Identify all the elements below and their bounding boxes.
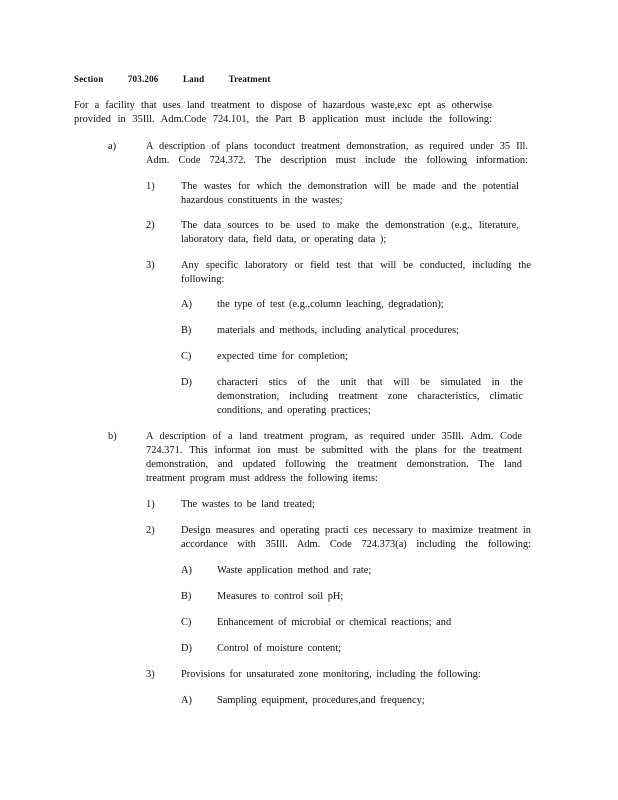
item-a3B-text: materials and methods, including analytical procedures; — [217, 325, 459, 336]
item-b2D-label: D) — [181, 643, 192, 654]
item-b2B-text: Measures to control soil pH; — [217, 591, 344, 602]
item-b2D-text: Control of moisture content; — [217, 643, 342, 654]
item-a3-text: Any specific laboratory or field test that will be conducted, including the following: — [181, 260, 531, 285]
item-b3-text: Provisions for unsaturated zone monitoring, including the following: — [181, 669, 481, 680]
item-a3-label: 3) — [146, 260, 155, 271]
item-b2A-text: Waste application method and rate; — [217, 565, 372, 576]
intro-paragraph: For a facility that uses land treatment to dispose of hazardous waste,exc ept as otherwise provided in 35Ill. Adm.Code 724.101, the Part B application must include the following: — [74, 100, 492, 125]
item-b2A-label: A) — [181, 565, 192, 576]
section-title-word-1: Land — [182, 74, 205, 84]
item-a3B-label: B) — [181, 325, 192, 336]
item-a3D-text: characteri stics of the unit that will be simulated in the demonstration, including treatment zone characteristics, climatic conditions, and operating practices; — [217, 377, 523, 416]
item-b3A-label: A) — [181, 695, 192, 706]
item-a-label: a) — [108, 141, 117, 152]
item-b-text: A description of a land treatment program, as required under 35Ill. Adm. Code 724.371. This informat ion must be submitted with the plans for the treatment demonstration, and updated following the treatment demonstration. The land treatment program must address the following items: — [146, 431, 522, 484]
item-a1-text: The wastes for which the demonstration will be made and the potential hazardous constituents in the wastes; — [181, 181, 519, 206]
item-b1-label: 1) — [146, 499, 155, 510]
item-a3A-text: the type of test (e.g.,column leaching, degradation); — [217, 299, 444, 310]
item-b2C-text: Enhancement of microbial or chemical reactions; and — [217, 617, 452, 628]
item-b2-label: 2) — [146, 525, 155, 536]
item-b1-text: The wastes to be land treated; — [181, 499, 315, 510]
item-b2B-label: B) — [181, 591, 192, 602]
item-a3C-text: expected time for completion; — [217, 351, 348, 362]
item-b3A-text: Sampling equipment, procedures,and frequency; — [217, 695, 425, 706]
item-a3C-label: C) — [181, 351, 192, 362]
item-b2-text: Design measures and operating practi ces necessary to maximize treatment in accordance with 35Ill. Adm. Code 724.373(a) including the following: — [181, 525, 531, 550]
item-b-label: b) — [108, 431, 117, 442]
item-b2C-label: C) — [181, 617, 192, 628]
item-a3A-label: A) — [181, 299, 192, 310]
section-title-word-2: Treatment — [228, 74, 271, 84]
item-a3D-label: D) — [181, 377, 192, 388]
section-word: Section — [74, 74, 104, 84]
item-a1-label: 1) — [146, 181, 155, 192]
item-a2-text: The data sources to be used to make the demonstration (e.g., literature, laboratory data, field data, or operating data ); — [181, 220, 519, 245]
section-heading — [74, 74, 293, 84]
item-a-text: A description of plans toconduct treatment demonstration, as required under 35 Ill. Adm. Code 724.372. The description must include the following information: — [146, 141, 528, 166]
item-b3-label: 3) — [146, 669, 155, 680]
section-number: 703.206 — [127, 74, 159, 84]
item-a2-label: 2) — [146, 220, 155, 231]
